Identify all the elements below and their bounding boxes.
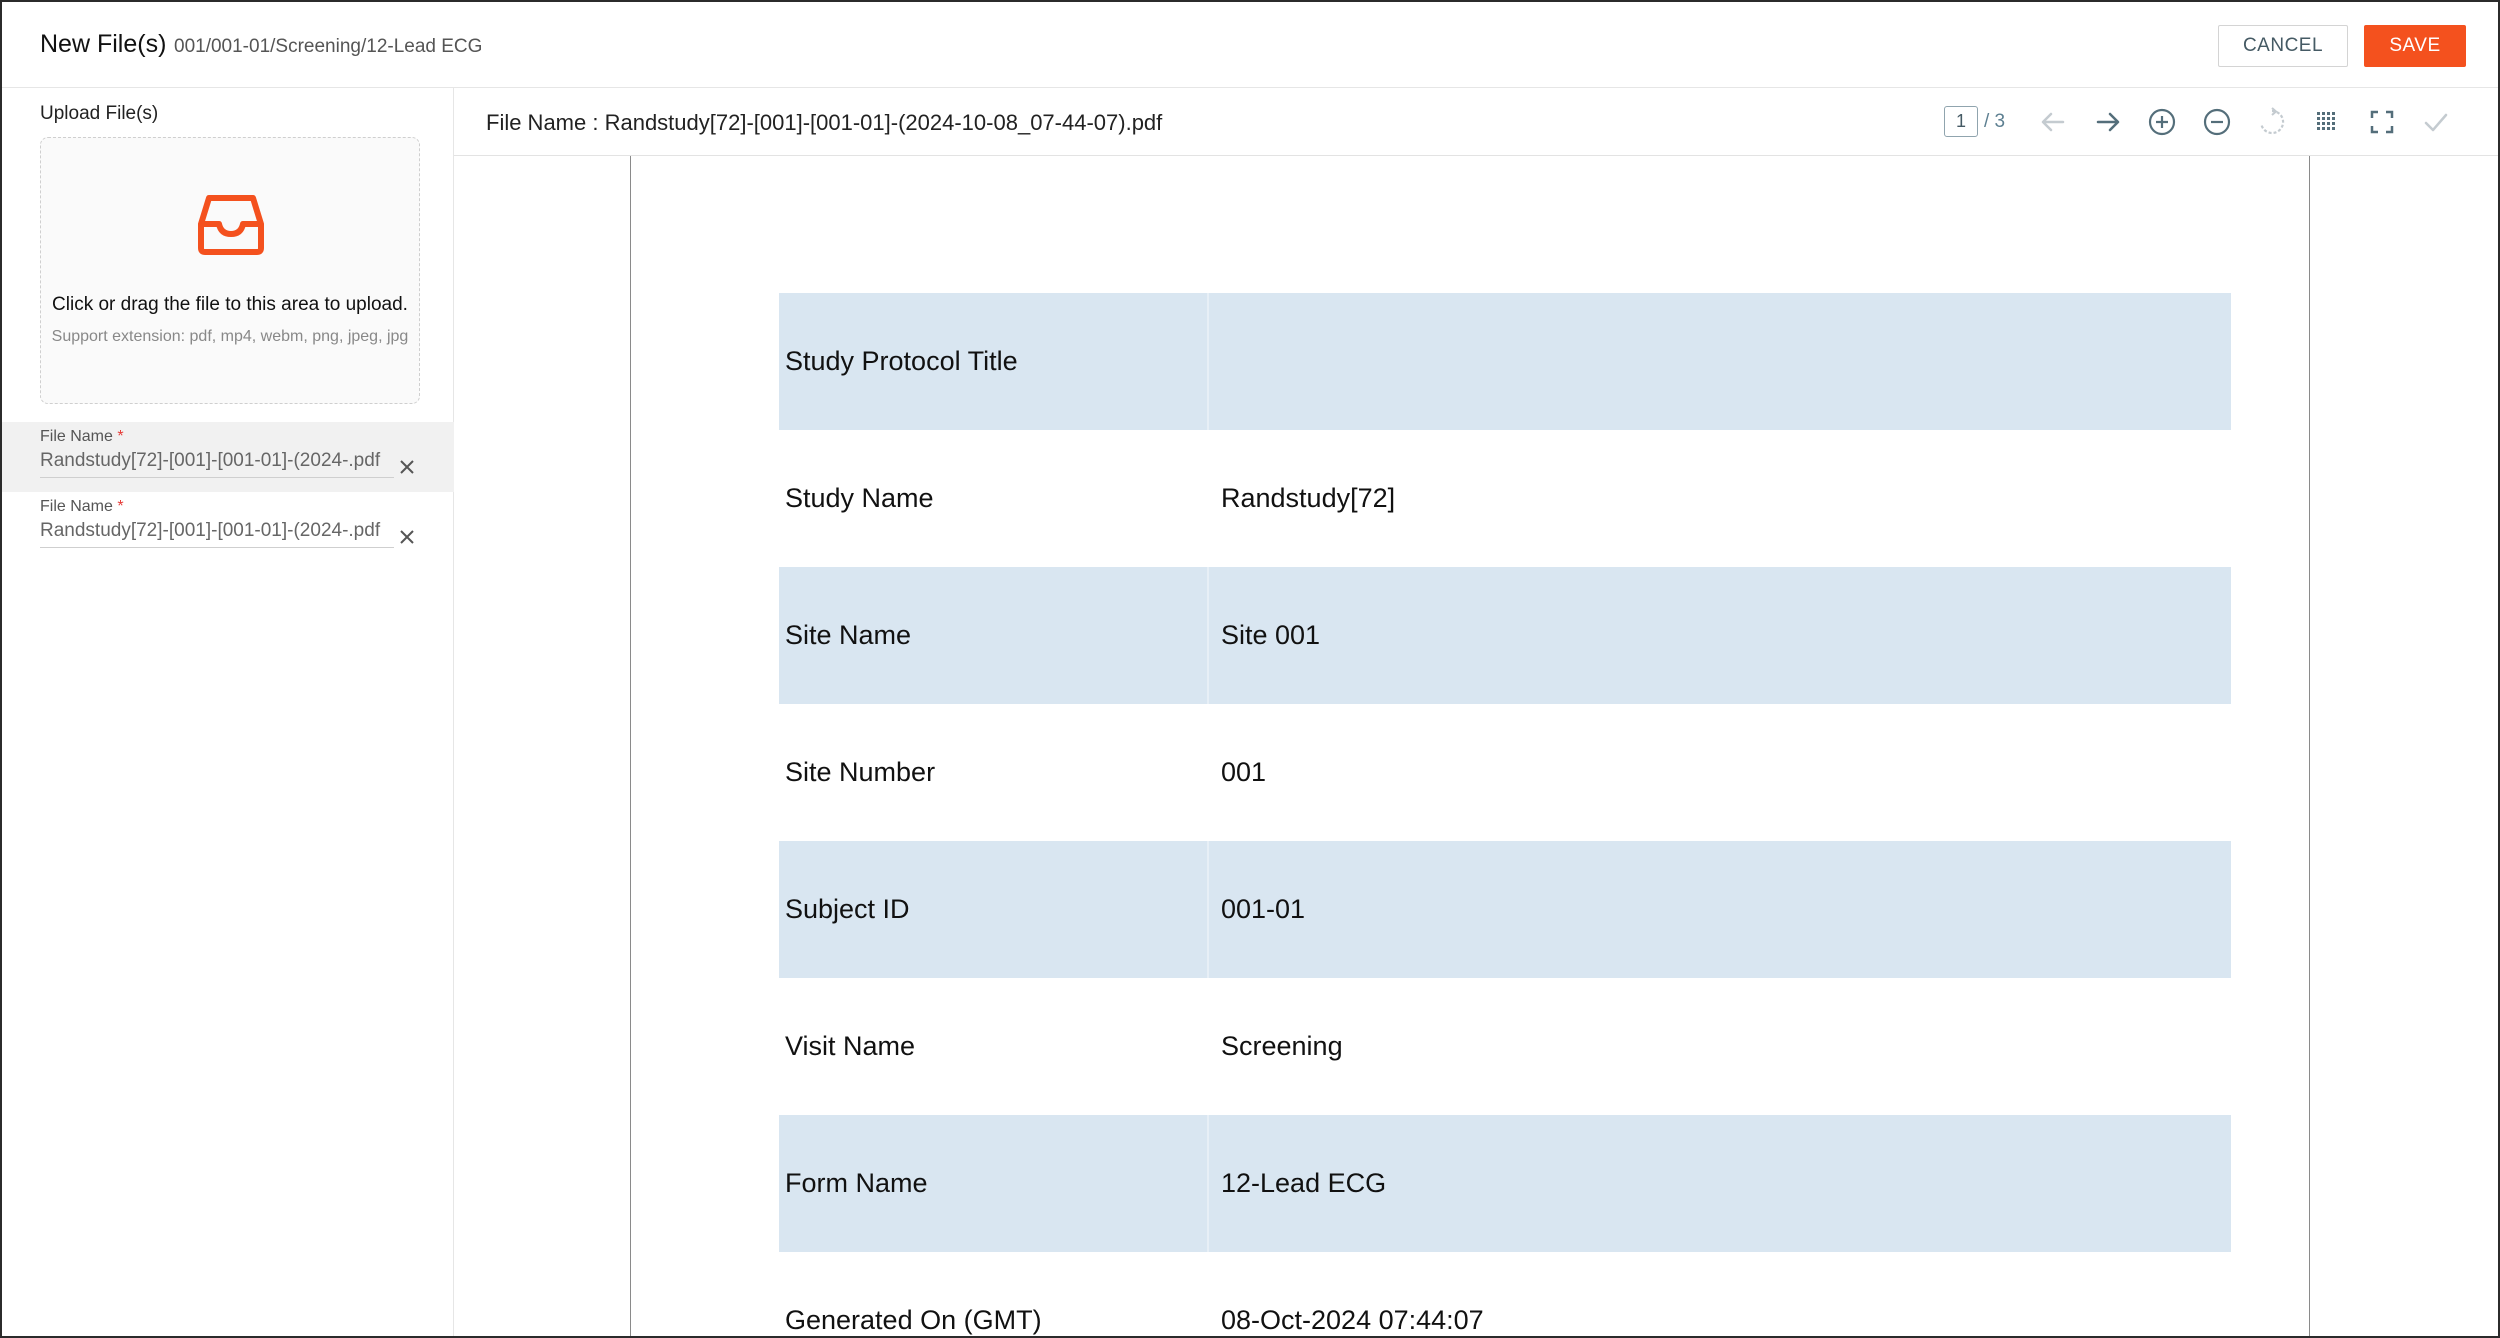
- file-item[interactable]: [2, 422, 454, 492]
- fullscreen-icon[interactable]: [2367, 107, 2397, 137]
- file-name-field[interactable]: Randstudy[72]-[001]-[001-01]-(2024-.pdf: [40, 520, 394, 548]
- pdf-canvas[interactable]: [454, 156, 2500, 1338]
- row-value: 001-01: [1221, 894, 1306, 924]
- cancel-button[interactable]: CANCEL: [2218, 25, 2348, 67]
- close-icon[interactable]: [396, 456, 418, 478]
- table-row: [779, 293, 2231, 430]
- row-value: Screening: [1221, 1031, 1343, 1061]
- table-row: [779, 567, 2231, 704]
- file-name-label: File Name: [40, 428, 113, 445]
- row-key: Generated On (GMT): [785, 1305, 1042, 1335]
- table-row: [779, 841, 2231, 978]
- upload-label: Upload File(s): [40, 103, 159, 124]
- file-name-label: File Name: [40, 498, 113, 515]
- table-row: [779, 1115, 2231, 1252]
- viewer-file-name: File Name : Randstudy[72]-[001]-[001-01]-(2024-10-08_07-44-07).pdf: [486, 110, 1163, 135]
- row-value: 12-Lead ECG: [1221, 1168, 1387, 1198]
- pdf-viewer: [454, 88, 2500, 1338]
- row-value: Site 001: [1221, 620, 1321, 650]
- breadcrumb: 001/001-01/Screening/12-Lead ECG: [174, 36, 483, 57]
- row-key: Form Name: [785, 1168, 928, 1198]
- table-row: [779, 704, 2231, 841]
- viewer-toolbar: [454, 88, 2500, 156]
- row-value: Randstudy[72]: [1221, 483, 1396, 513]
- row-key: Study Protocol Title: [785, 346, 1018, 376]
- arrow-left-icon[interactable]: [2038, 107, 2068, 137]
- zoom-in-icon[interactable]: [2147, 107, 2177, 137]
- page-number-input[interactable]: 1: [1944, 106, 1978, 137]
- close-icon[interactable]: [396, 526, 418, 548]
- dropzone-text: Click or drag the file to this area to upload.: [52, 294, 408, 315]
- page-total: / 3: [1984, 111, 2006, 132]
- row-key: Visit Name: [785, 1031, 916, 1061]
- grid-icon[interactable]: [2312, 107, 2342, 137]
- row-value: 08-Oct-2024 07:44:07: [1221, 1305, 1484, 1335]
- header: [2, 2, 2498, 88]
- save-button[interactable]: SAVE: [2364, 25, 2466, 67]
- required-marker: *: [117, 498, 124, 515]
- file-name-field[interactable]: Randstudy[72]-[001]-[001-01]-(2024-.pdf: [40, 450, 394, 478]
- rotate-icon[interactable]: [2257, 107, 2287, 137]
- upload-dropzone[interactable]: [40, 137, 420, 404]
- row-value: 001: [1221, 757, 1267, 787]
- required-marker: *: [117, 428, 124, 445]
- dropzone-hint: Support extension: pdf, mp4, webm, png, jpeg, jpg: [51, 328, 409, 345]
- upload-panel: [2, 88, 454, 1338]
- arrow-right-icon[interactable]: [2093, 107, 2123, 137]
- table-row: [779, 1252, 2231, 1338]
- inbox-icon: [195, 188, 267, 260]
- row-key: Site Number: [785, 757, 936, 787]
- row-key: Site Name: [785, 620, 912, 650]
- file-item[interactable]: [2, 492, 454, 562]
- table-row: [779, 430, 2231, 567]
- row-key: Subject ID: [785, 894, 910, 924]
- page-title: New File(s): [40, 30, 167, 58]
- pdf-info-table: [779, 293, 2231, 1338]
- zoom-out-icon[interactable]: [2202, 107, 2232, 137]
- check-icon[interactable]: [2421, 107, 2451, 137]
- table-row: [779, 978, 2231, 1115]
- row-key: Study Name: [785, 483, 934, 513]
- pdf-page: [630, 156, 2310, 1338]
